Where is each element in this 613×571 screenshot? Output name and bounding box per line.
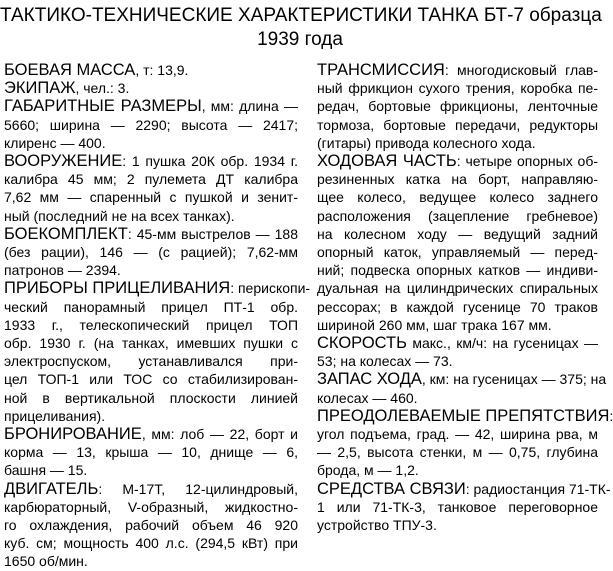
spec-line: БРОНИРОВАНИЕ, мм: лоб — 22, борт и <box>4 425 298 444</box>
spec-line: ПРЕОДОЛЕВАЕМЫЕ ПРЕПЯТСТВИЯ: <box>317 406 613 425</box>
spec-entry-экипаж <box>4 79 298 97</box>
spec-line: 1 или 71-ТК-3, танковое переговорное <box>317 498 598 515</box>
spec-line: ВООРУЖЕНИЕ: 1 пушка 20К обр. 1934 г. <box>4 152 298 171</box>
spec-line: 1933 г., телескопический прицел ТОП <box>4 316 298 333</box>
spec-line: брода, м — 1,2. <box>317 462 419 479</box>
spec-key: СРЕДСТВА СВЯЗИ <box>317 479 466 498</box>
spec-line: корма — 13, крыша — 10, днище — 6, <box>4 444 298 461</box>
spec-entry-ходовая-часть <box>317 152 598 334</box>
spec-key: ВООРУЖЕНИЕ <box>4 152 123 171</box>
spec-entry-вооружение <box>4 152 298 225</box>
spec-entry-средства-связи <box>317 479 611 535</box>
title-line-2: 1939 года <box>257 29 343 50</box>
spec-line: СРЕДСТВА СВЯЗИ: радиостанция 71-ТК- <box>317 479 611 498</box>
spec-entry-запас-хода <box>317 370 607 406</box>
spec-line: шириной 260 мм, шаг трака 167 мм. <box>317 316 552 333</box>
spec-line: устройство ТПУ-3. <box>317 517 437 534</box>
spec-key: БРОНИРОВАНИЕ <box>4 425 142 444</box>
spec-line: ческий панорамный прицел ПТ-1 обр. <box>4 298 298 315</box>
spec-line: расположения (зацепление гребневое) <box>317 207 598 224</box>
spec-line: ный (последний не на всех танках). <box>4 207 235 224</box>
spec-entry-приборы-прицеливания <box>4 279 311 425</box>
spec-key: БОЕКОМПЛЕКТ <box>4 224 128 243</box>
spec-line: ЗАПАС ХОДА, км: на гусеницах — 375; на <box>317 370 607 389</box>
spec-line: (гитары) привода колесного хода. <box>317 134 536 151</box>
spec-line: резиненных катка на борт, направляю- <box>317 171 598 188</box>
spec-key: ПРЕОДОЛЕВАЕМЫЕ ПРЕПЯТСТВИЯ <box>317 406 610 425</box>
spec-line: на колесном ходу — ведущий задний <box>317 225 598 242</box>
spec-line: электроспуском, устанавливался при- <box>4 353 298 370</box>
spec-line: ГАБАРИТНЫЕ РАЗМЕРЫ, мм: длина — <box>4 97 298 116</box>
spec-entry-габаритные-размеры <box>4 97 298 152</box>
spec-entry-скорость <box>317 334 598 370</box>
spec-line: щее колесо, ведущее колесо заднего <box>317 189 598 206</box>
right-column <box>317 61 613 534</box>
spec-entry-двигатель <box>4 480 298 571</box>
spec-line: цел ТОП-1 или ТОС со стабилизирован- <box>4 371 298 388</box>
spec-line: тормоза, бортовые передачи, редукторы <box>317 116 598 133</box>
spec-line: калибра 45 мм; 2 пулемета ДТ калибра <box>4 171 298 188</box>
spec-key: ЭКИПАЖ <box>4 79 76 98</box>
spec-line: рессорах; в каждой гусенице 70 траков <box>317 298 598 315</box>
spec-line: ной в вертикальной плоскости линией <box>4 389 298 406</box>
spec-line: БОЕКОМПЛЕКТ: 45-мм выстрелов — 188 <box>4 224 298 243</box>
spec-line: ПРИБОРЫ ПРИЦЕЛИВАНИЯ: перископи- <box>4 279 311 298</box>
spec-line: ДВИГАТЕЛЬ: М-17Т, 12-цилиндровый, <box>4 479 298 498</box>
spec-line: — 2,5, высота стенки, м — 0,75, глубина <box>317 444 598 461</box>
spec-line: 5660; ширина — 2290; высота — 2417; <box>4 116 298 133</box>
spec-line: редач, бортовые фрикционы, ленточные <box>317 98 598 115</box>
spec-line: БОЕВАЯ МАССА, т: 13,9. <box>4 61 189 79</box>
spec-line: ный фрикцион сухого трения, коробка пе- <box>317 80 598 97</box>
spec-entry-трансмиссия <box>317 61 598 152</box>
spec-line: (без рации), 146 — (с рацией); 7,62-мм <box>4 244 298 261</box>
spec-line: патронов — 2394. <box>4 262 121 279</box>
document-title <box>0 4 600 52</box>
spec-entry-боевая-масса <box>4 61 298 79</box>
spec-key: СКОРОСТЬ <box>317 334 407 353</box>
spec-line: 7,62 мм — спаренный с пушкой и зенит- <box>4 189 298 206</box>
spec-line: прицеливания). <box>4 407 106 424</box>
spec-key: БОЕВАЯ МАССА <box>4 61 136 79</box>
spec-line: ХОДОВАЯ ЧАСТЬ: четыре опорных об- <box>317 152 598 171</box>
spec-key: ТРАНСМИССИЯ <box>317 61 445 79</box>
spec-entry-боекомплект <box>4 225 298 280</box>
spec-line: 1650 об/мин. <box>4 553 88 570</box>
spec-line: 53; на колесах — 73. <box>317 353 453 370</box>
spec-entry-преодолеваемые-препятствия <box>317 406 613 480</box>
spec-line: угол подъема, град. — 42, ширина рва, м <box>317 426 598 443</box>
spec-line: колесах — 460. <box>317 389 418 406</box>
spec-key: ДВИГАТЕЛЬ <box>4 479 99 498</box>
spec-line: СКОРОСТЬ макс., км/ч: на гусеницах — <box>317 334 598 353</box>
spec-line: обр. 1930 г. (на танках, имевших пушки с <box>4 335 298 352</box>
left-column <box>4 61 311 571</box>
spec-line: дуальная на цилиндрических спиральных <box>317 280 598 297</box>
spec-line: опорный каток, управляемый — перед- <box>317 244 598 261</box>
spec-key: ЗАПАС ХОДА <box>317 370 422 389</box>
spec-line: клиренс — 400. <box>4 134 106 151</box>
spec-line: ЭКИПАЖ, чел.: 3. <box>4 79 130 98</box>
spec-line: карбюраторный, V-образный, жидкостно- <box>4 498 298 515</box>
spec-line: башня — 15. <box>4 462 88 479</box>
spec-line: куб. см; мощность 400 л.с. (294,5 кВт) при <box>4 535 298 552</box>
spec-key: ПРИБОРЫ ПРИЦЕЛИВАНИЯ <box>4 279 231 298</box>
spec-line: ний; подвеска опорных катков — индиви- <box>317 262 598 279</box>
spec-key: ГАБАРИТНЫЕ РАЗМЕРЫ <box>4 97 202 116</box>
spec-entry-бронирование <box>4 425 298 480</box>
spec-key: ХОДОВАЯ ЧАСТЬ <box>317 152 457 171</box>
spec-line: го охлаждения, рабочий объем 46 920 <box>4 517 298 534</box>
spec-line: ТРАНСМИССИЯ: многодисковый глав- <box>317 61 598 79</box>
title-line-1: ТАКТИКО-ТЕХНИЧЕСКИЕ ХАРАКТЕРИСТИКИ ТАНКА БТ-7 образца <box>0 5 602 26</box>
